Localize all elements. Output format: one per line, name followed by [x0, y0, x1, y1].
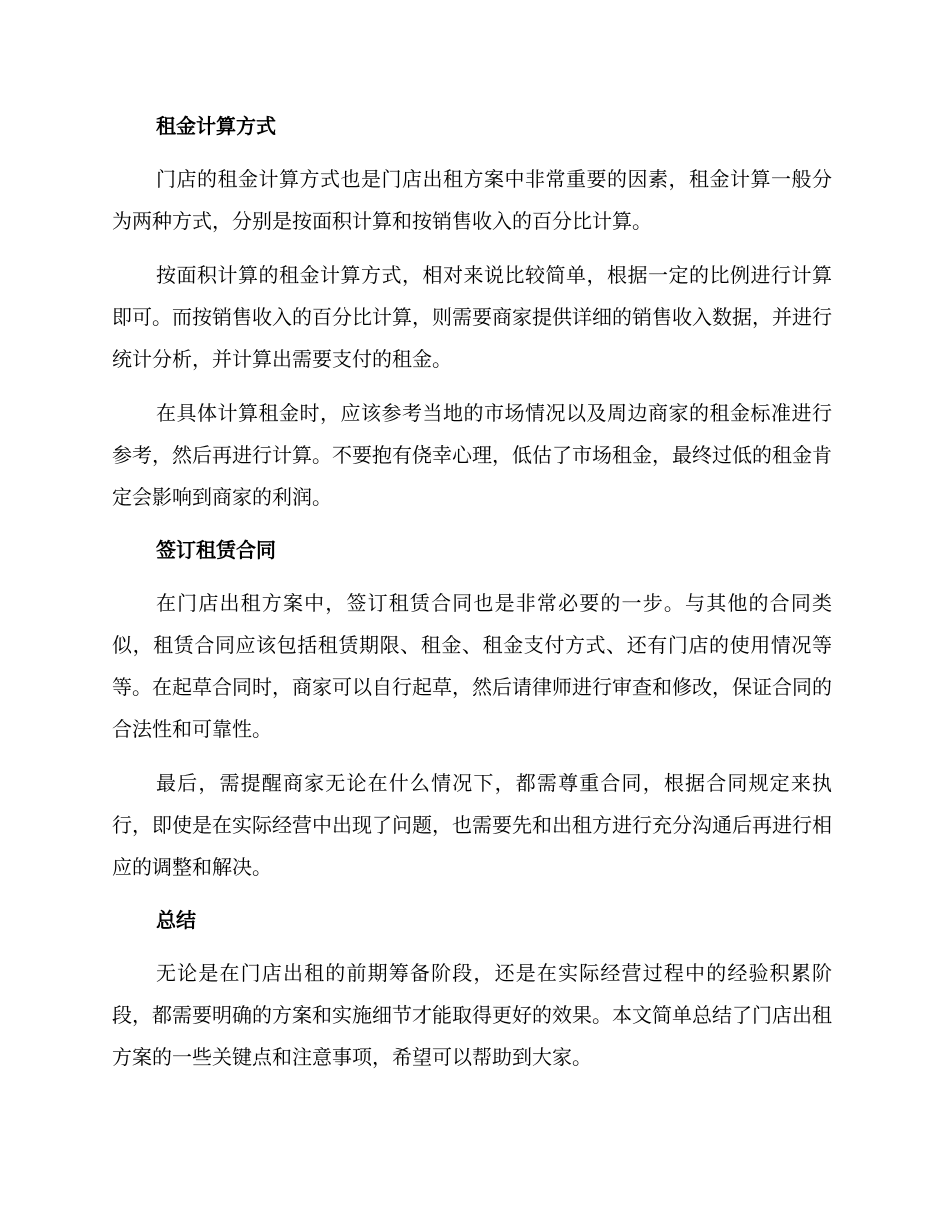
paragraph: 按面积计算的租金计算方式，相对来说比较简单，根据一定的比例进行计算即可。而按销售收入的百分比计算，则需要商家提供详细的销售收入数据，并进行统计分析，并计算出需要支付的租金。 — [112, 263, 832, 371]
paragraph: 最后，需提醒商家无论在什么情况下，都需尊重合同，根据合同规定来执行，即使是在实际经营中出现了问题，也需要先和出租方进行充分沟通后再进行相应的调整和解决。 — [112, 771, 832, 879]
paragraph: 在门店出租方案中，签订租赁合同也是非常必要的一步。与其他的合同类似，租赁合同应该包括租赁期限、租金、租金支付方式、还有门店的使用情况等等。在起草合同时，商家可以自行起草，然后请律师进行审查和修改，保证合同的合法性和可靠性。 — [112, 591, 832, 741]
section-heading-summary: 总结 — [156, 908, 196, 932]
section-heading-rent-calculation: 租金计算方式 — [156, 114, 276, 138]
document-page — [112, 104, 832, 1078]
paragraph: 无论是在门店出租的前期筹备阶段，还是在实际经营过程中的经验积累阶段，都需要明确的方案和实施细节才能取得更好的效果。本文简单总结了门店出租方案的一些关键点和注意事项，希望可以帮助到大家。 — [112, 961, 832, 1069]
paragraph: 在具体计算租金时，应该参考当地的市场情况以及周边商家的租金标准进行参考，然后再进行计算。不要抱有侥幸心理，低估了市场租金，最终过低的租金肯定会影响到商家的利润。 — [112, 401, 832, 509]
paragraph: 门店的租金计算方式也是门店出租方案中非常重要的因素，租金计算一般分为两种方式，分别是按面积计算和按销售收入的百分比计算。 — [112, 167, 832, 233]
section-heading-lease-contract: 签订租赁合同 — [156, 538, 276, 562]
